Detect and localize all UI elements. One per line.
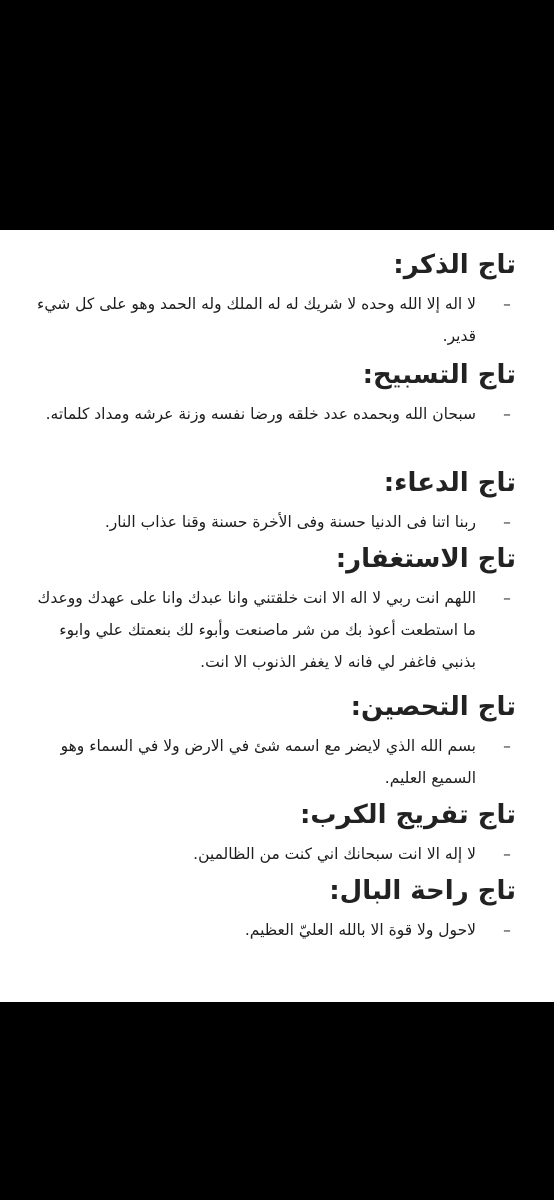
item-text: لا إله الا انت سبحانك اني كنت من الظالمين.: [193, 845, 476, 863]
section-tafreej: [30, 794, 516, 870]
item-text: ربنا اتنا فى الدنيا حسنة وفى الأخرة حسنة وقنا عذاب النار.: [104, 513, 476, 531]
section-title-istighfar: تاج الاستغفار:: [335, 544, 516, 574]
section-tasbih: [30, 354, 516, 462]
section-title-dhikr: تاج الذكر:: [393, 250, 516, 280]
item-text: سبحان الله وبحمده عدد خلقه ورضا نفسه وزنة عرشه ومداد كلماته.: [45, 405, 476, 423]
top-black-bar: [0, 0, 554, 230]
section-title-dua: تاج الدعاء:: [383, 468, 516, 498]
list-item: [30, 398, 516, 430]
document-page: [0, 230, 554, 1002]
bullet-dash: –: [503, 845, 511, 863]
section-tahseen: [30, 686, 516, 794]
section-title-tasbih: تاج التسبيح:: [362, 360, 516, 390]
section-title-raha: تاج راحة البال:: [329, 876, 516, 906]
item-text: لاحول ولا قوة الا بالله العليّ العظيم.: [244, 921, 476, 939]
bullet-dash: –: [503, 295, 511, 313]
bullet-dash: –: [503, 405, 511, 423]
bullet-dash: –: [503, 513, 511, 531]
list-item: [30, 914, 516, 946]
list-item: [30, 582, 516, 678]
bullet-dash: –: [503, 589, 511, 607]
bottom-black-bar: [0, 1002, 554, 1200]
list-item: [30, 506, 516, 538]
list-item: [30, 288, 516, 352]
list-item: [30, 730, 516, 794]
section-istighfar: [30, 538, 516, 686]
section-dhikr: [30, 244, 516, 354]
list-item: [30, 838, 516, 870]
section-dua: [30, 462, 516, 538]
item-text: لا اله إلا الله وحده لا شريك له له الملك وله الحمد وهو على كل شيء قدير.: [37, 295, 476, 345]
bullet-dash: –: [503, 921, 511, 939]
section-title-tafreej: تاج تفريج الكرب:: [299, 800, 516, 830]
section-raha: [30, 870, 516, 946]
section-title-tahseen: تاج التحصين:: [350, 692, 516, 722]
item-text: اللهم انت ربي لا اله الا انت خلقتني وانا عبدك وانا على عهدك ووعدك ما استطعت أعوذ بك من شر ماصنعت وأبوء لك بنعمتك علي وابوء بذنبي فاغفر لي فانه لا يغفر الذنوب الا انت.: [37, 589, 476, 671]
item-text: بسم الله الذي لايضر مع اسمه شئ في الارض ولا في السماء وهو السميع العليم.: [60, 737, 476, 787]
bullet-dash: –: [503, 737, 511, 755]
